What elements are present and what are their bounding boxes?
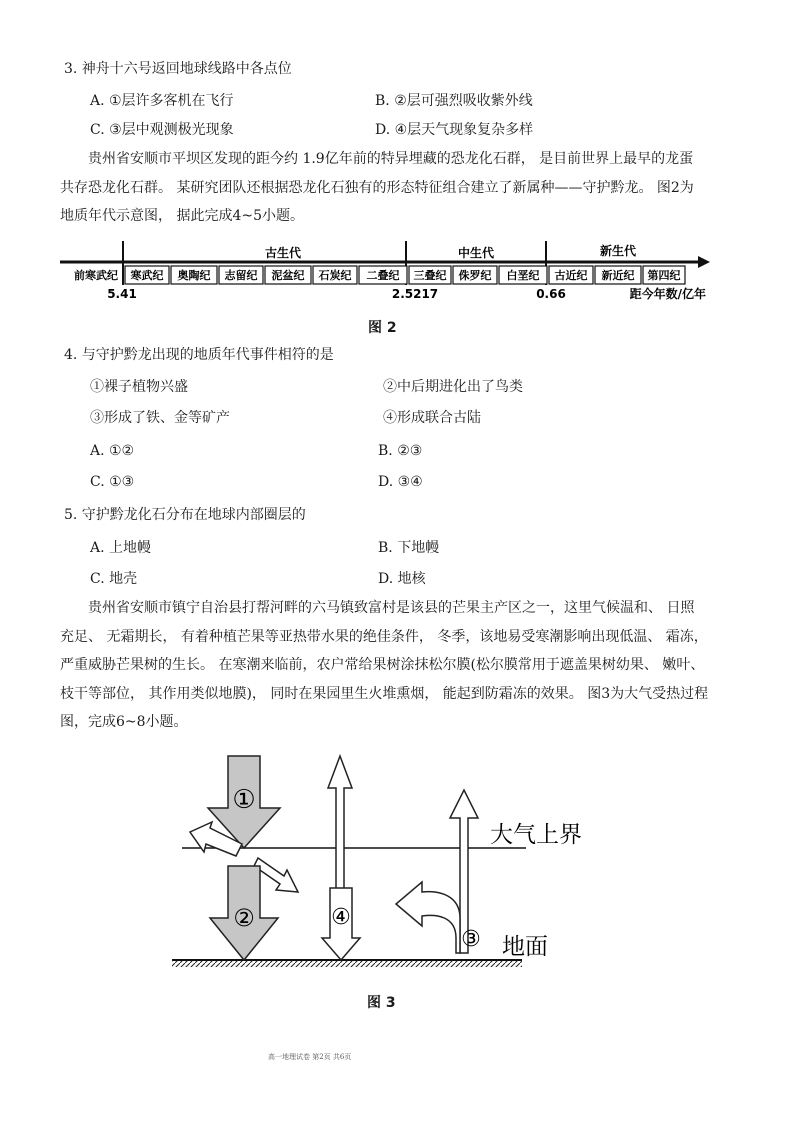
atmosphere-heating-figure xyxy=(160,748,582,974)
age-541: 5.41 xyxy=(107,287,137,301)
label-4: ④ xyxy=(331,905,351,930)
passage-2-line: 贵州省安顺市镇宁自治县打帮河畔的六马镇致富村是该县的芒果主产区之一，这里气候温和、 日照 xyxy=(88,600,695,616)
ground-radiation-curve-arrow xyxy=(396,882,460,953)
passage-2-line: 严重威胁芒果树的生长。 在寒潮来临前，农户常给果树涂抹松尔膜(松尔膜常用于遮盖果树幼果、 嫩叶、 xyxy=(60,657,705,673)
period-label: 第四纪 xyxy=(647,269,681,282)
q4-option-b: B. ②③ xyxy=(378,443,423,459)
axis-label: 距今年数/亿年 xyxy=(629,287,706,301)
period-label: 古近纪 xyxy=(554,269,588,282)
passage-2-line: 充足、 无霜期长， 有着种植芒果等亚热带水果的绝佳条件， 冬季，该地易受寒潮影响出现低温、 霜冻， xyxy=(60,628,708,645)
q5-stem: 5. 守护黔龙化石分布在地球内部圈层的 xyxy=(64,507,306,523)
time-axis-arrow xyxy=(698,256,710,268)
geologic-timescale-figure xyxy=(60,238,720,306)
q3-option-b: B. ②层可强烈吸收紫外线 xyxy=(375,93,533,109)
period-boxes xyxy=(74,266,685,284)
period-label: 寒武纪 xyxy=(130,269,164,282)
period-label: 二叠纪 xyxy=(366,269,400,282)
period-label: 石炭纪 xyxy=(318,269,352,282)
era-label-mesozoic: 中生代 xyxy=(457,246,495,260)
passage-1-line: 地质年代示意图， 据此完成4~5小题。 xyxy=(60,208,304,224)
label-2: ② xyxy=(233,904,255,932)
q3-option-c: C. ③层中观测极光现象 xyxy=(90,122,234,138)
q4-statement-1: ①裸子植物兴盛 xyxy=(90,379,188,395)
era-label-paleozoic: 古生代 xyxy=(264,246,302,260)
q4-statement-3: ③形成了铁、金等矿产 xyxy=(90,410,230,426)
q5-option-b: B. 下地幔 xyxy=(378,540,440,556)
passage-2 xyxy=(60,594,732,737)
q4-option-a: A. ①② xyxy=(90,443,135,459)
period-label: 白垩纪 xyxy=(506,269,540,282)
ground-hatching xyxy=(172,961,522,967)
q4-stem: 4. 与守护黔龙出现的地质年代事件相符的是 xyxy=(64,347,334,363)
q3-stem: 3. 神舟十六号返回地球线路中各点位 xyxy=(64,61,292,77)
period-label: 新近纪 xyxy=(601,269,635,282)
figure-2-caption: 图 2 xyxy=(368,320,397,336)
ground-label: 地面 xyxy=(502,934,548,960)
period-label: 奥陶纪 xyxy=(177,269,211,282)
passage-1 xyxy=(60,145,732,231)
period-label: 志留纪 xyxy=(224,269,258,282)
passage-2-line: 图，完成6~8小题。 xyxy=(60,714,188,730)
passage-2-line: 枝干等部位， 其作用类似地膜)， 同时在果园里生火堆熏烟， 能起到防霜冻的效果。 图3为大气受热过程 xyxy=(60,685,709,702)
era-label-cenozoic: 新生代 xyxy=(599,244,637,258)
label-3: ③ xyxy=(461,927,481,952)
q5-option-d: D. 地核 xyxy=(378,571,426,587)
q4-statement-2: ②中后期进化出了鸟类 xyxy=(383,379,523,395)
q4-option-c: C. ①③ xyxy=(90,474,135,490)
period-label: 泥盆纪 xyxy=(271,269,305,282)
passage-1-line: 共存恐龙化石群。 某研究团队还根据恐龙化石独有的形态特征组合建立了新属种——守护黔龙。 图2为 xyxy=(60,179,694,196)
passage-1-line: 贵州省安顺市平坝区发现的距今约 1.9亿年前的特异埋藏的恐龙化石群， 是目前世界上最早的龙蛋 xyxy=(88,151,694,167)
q5-option-a: A. 上地幔 xyxy=(90,540,152,556)
period-label: 侏罗纪 xyxy=(458,269,492,282)
period-label: 三叠纪 xyxy=(413,269,447,282)
upper-boundary-label: 大气上界 xyxy=(490,822,582,848)
q5-option-c: C. 地壳 xyxy=(90,571,138,587)
age-066: 0.66 xyxy=(536,287,566,301)
q3-option-d: D. ④层天气现象复杂多样 xyxy=(375,122,534,138)
label-1: ① xyxy=(232,785,256,815)
q4-statement-4: ④形成联合古陆 xyxy=(383,410,481,426)
page-footer: 高一地理试卷 第2页 共6页 xyxy=(268,1053,352,1061)
q3-option-a: A. ①层许多客机在飞行 xyxy=(90,93,234,109)
period-label: 前寒武纪 xyxy=(74,269,118,282)
longwave-up-arrow xyxy=(328,756,352,896)
age-2-5217: 2.5217 xyxy=(391,287,439,301)
figure-3-caption: 图 3 xyxy=(367,995,396,1011)
q4-option-d: D. ③④ xyxy=(378,474,423,490)
